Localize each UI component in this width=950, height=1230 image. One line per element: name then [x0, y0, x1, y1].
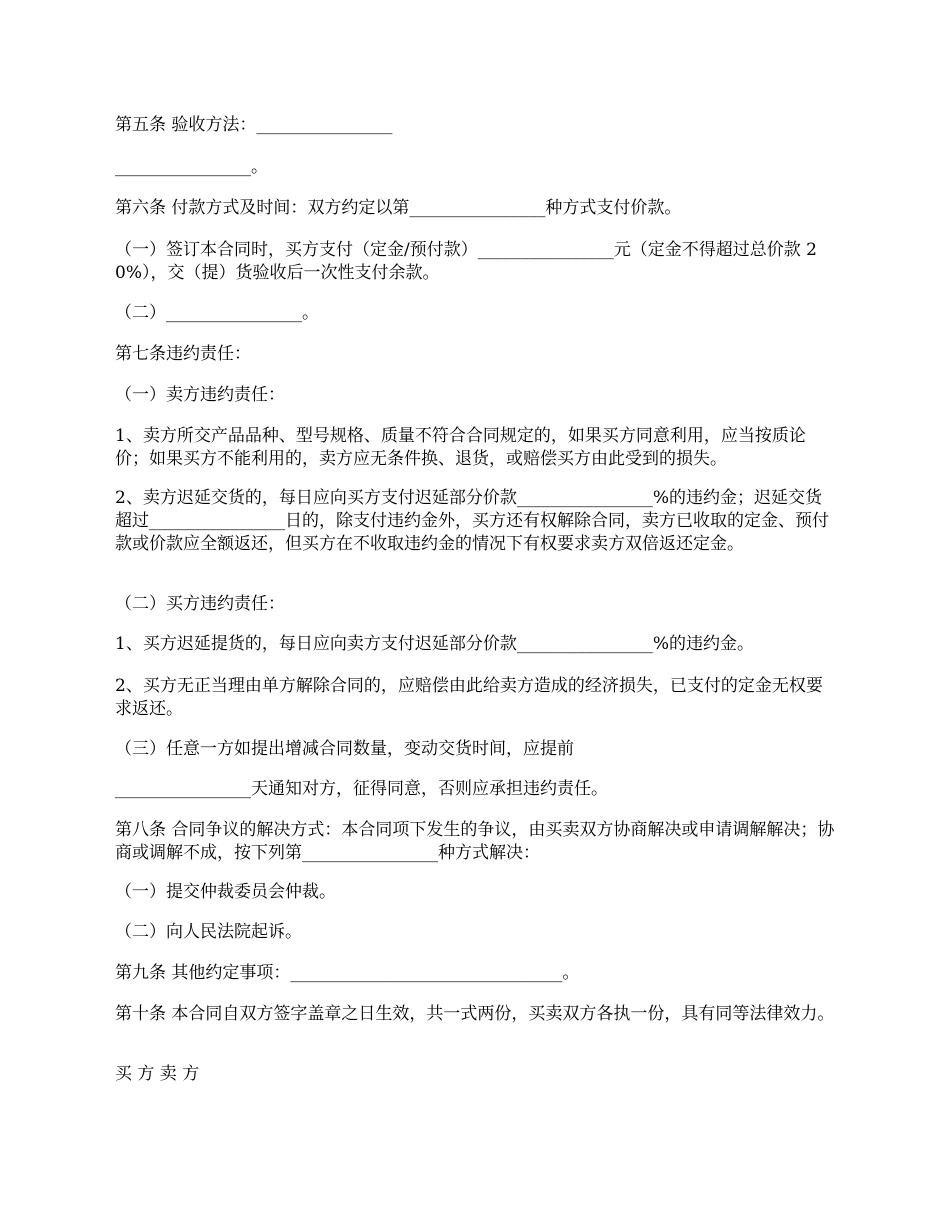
- article-10-effect: 第十条 本合同自双方签字盖章之日生效，共一式两份，买卖双方各执一份，具有同等法律效力。: [115, 1004, 835, 1024]
- article-6-payment: 第六条 付款方式及时间：双方约定以第________________种方式支付价款。: [115, 198, 682, 218]
- article-8-option-2: （二）向人民法院起诉。: [115, 922, 302, 942]
- buyer-liability-item-1: 1、买方迟延提货的，每日应向卖方支付迟延部分价款________________%的违约金。: [115, 634, 754, 654]
- article-8-dispute: 第八条 合同争议的解决方式：本合同项下发生的争议，由买卖双方协商解决或申请调解解决；协商或调解不成，按下列第________________种方式解决：: [115, 820, 835, 863]
- article-5-inspection: 第五条 验收方法：________________: [115, 115, 393, 135]
- buyer-liability-heading: （二）买方违约责任：: [115, 594, 285, 614]
- article-8-option-1: （一）提交仲裁委员会仲裁。: [115, 882, 336, 902]
- article-6-clause-2: （二）________________。: [115, 303, 319, 323]
- signature-parties: 买 方 卖 方: [115, 1064, 200, 1084]
- seller-liability-item-1: 1、卖方所交产品品种、型号规格、质量不符合合同规定的，如果买方同意利用，应当按质论价；如果买方不能利用的，卖方应无条件换、退货，或赔偿买方由此受到的损失。: [115, 426, 806, 469]
- seller-liability-item-2: 2、卖方迟延交货的，每日应向买方支付迟延部分价款________________%的违约金；迟延交货超过________________日的，除支付违约金外，买方还有权解除合同，卖方已收取的定金、预付款或价款应全额返还，但买方在不收取违约金的情况下有权要求卖方双倍返还定金。: [115, 488, 829, 554]
- buyer-liability-item-2: 2、买方无正当理由单方解除合同的，应赔偿由此给卖方造成的经济损失，已支付的定金无权要求返还。: [115, 676, 823, 719]
- article-5-inspection-continued: ________________。: [115, 157, 268, 177]
- article-7-clause-3: （三）任意一方如提出增减合同数量，变动交货时间，应提前: [115, 739, 574, 759]
- article-9-other: 第九条 其他约定事项：________________________________。: [115, 963, 580, 983]
- article-6-clause-1: （一）签订本合同时，买方支付（定金/预付款）________________元（定金不得超过总价款 20%），交（提）货验收后一次性支付余款。: [115, 240, 817, 283]
- seller-liability-heading: （一）卖方违约责任：: [115, 385, 285, 405]
- article-7-heading: 第七条违约责任：: [115, 344, 251, 364]
- article-7-clause-3-continued: ________________天通知对方，征得同意，否则应承担违约责任。: [115, 779, 608, 799]
